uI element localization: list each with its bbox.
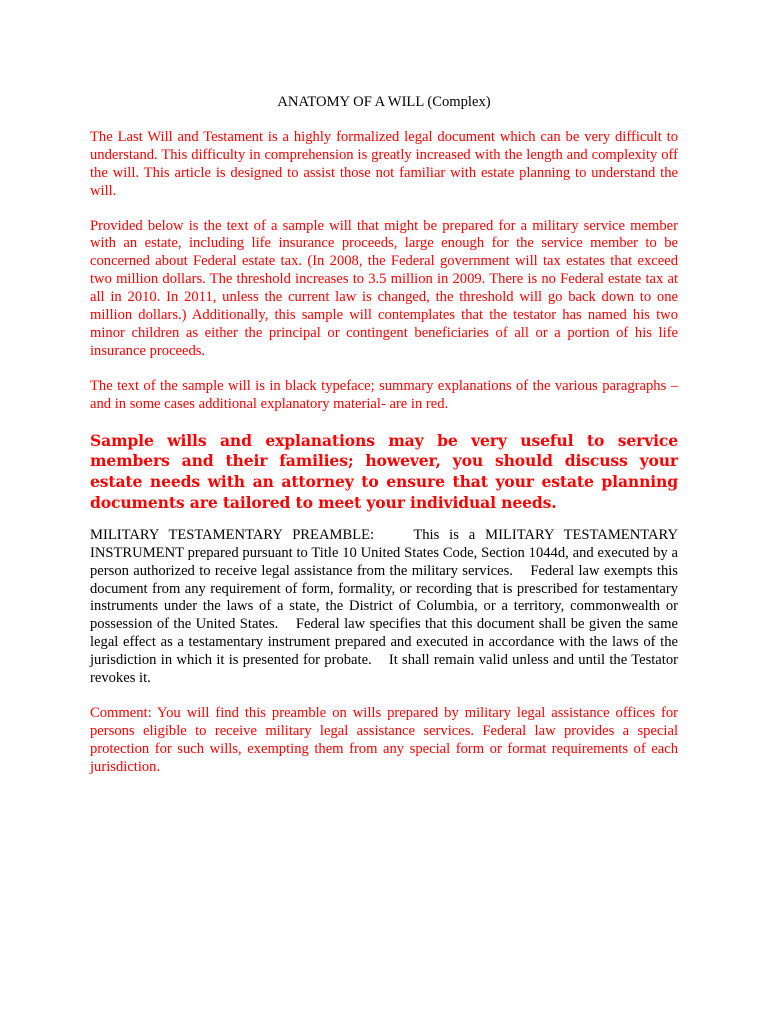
attorney-warning: Sample wills and explanations may be very useful to service members and their families; however, you should discuss your estate needs with an attorney to ensure that your estate planning documents are tailored to meet your individual needs.	[90, 430, 678, 512]
document-title: ANATOMY OF A WILL (Complex)	[277, 94, 491, 110]
preamble-comment: Comment: You will find this preamble on wills prepared by military legal assistance offices for persons eligible to receive military legal assistance services. Federal law provides a special protection for such wills, exempting them from any special form or format requirements of each jurisdiction.	[90, 704, 678, 775]
intro-paragraph: Provided below is the text of a sample will that might be prepared for a military service member with an estate, including life insurance proceeds, large enough for the service member to be concerned about Federal estate tax. (In 2008, the Federal government will tax estates that exceed two million dollars. The threshold increases to 3.5 million in 2009. There is no Federal estate tax at all in 2010. In 2011, unless the current law is changed, the threshold will go back down to one million dollars.) Additionally, this sample will contemplates that the testator has named his two minor children as either the principal or contingent beneficiaries of all or a portion of his life insurance proceeds.	[90, 217, 678, 359]
document-page	[90, 94, 682, 794]
intro-paragraph: The Last Will and Testament is a highly formalized legal document which can be very difficult to understand. This difficulty in comprehension is greatly increased with the length and complexity off the will. This article is designed to assist those not familiar with estate planning to understand the will.	[90, 128, 678, 199]
intro-paragraph: The text of the sample will is in black typeface; summary explanations of the various paragraphs –and in some cases additional explanatory material- are in red.	[90, 377, 678, 412]
military-preamble: MILITARY TESTAMENTARY PREAMBLE: This is a MILITARY TESTAMENTARY INSTRUMENT prepared pursuant to Title 10 United States Code, Section 1044d, and executed by a person authorized to receive legal assistance from the military services. Federal law exempts this document from any requirement of form, formality, or recording that is prescribed for testamentary instruments under the laws of a state, the District of Columbia, or a territory, commonwealth or possession of the United States. Federal law specifies that this document shall be given the same legal effect as a testamentary instrument prepared and executed in accordance with the laws of the jurisdiction in which it is presented for probate. It shall remain valid unless and until the Testator revokes it.	[90, 526, 682, 687]
